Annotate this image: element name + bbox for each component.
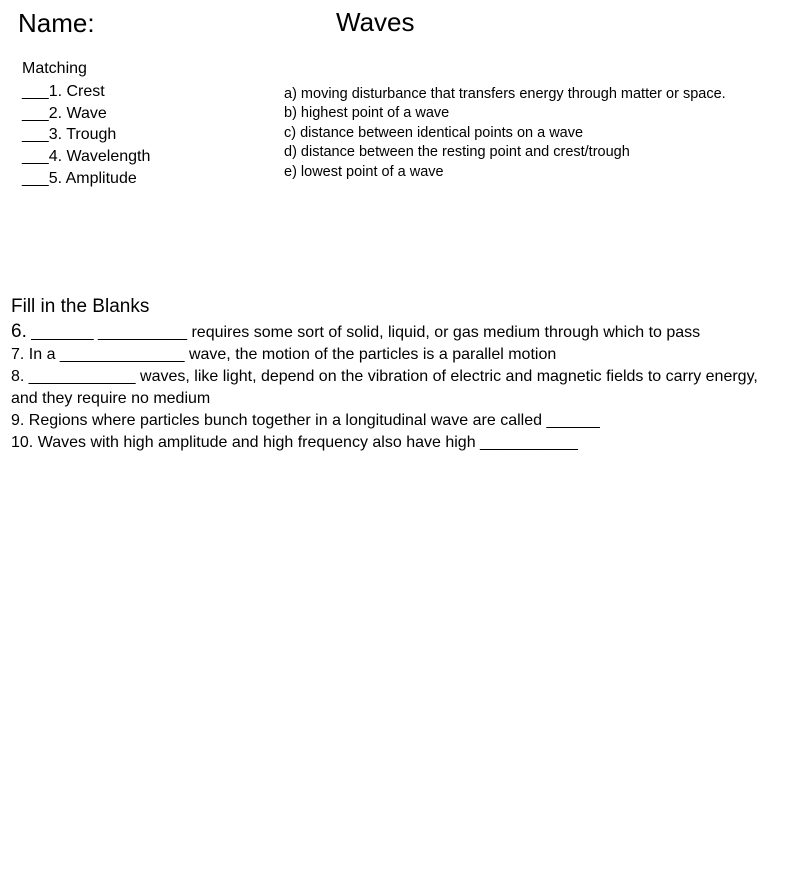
matching-term: ___5. Amplitude	[22, 169, 137, 187]
matching-term: ___2. Wave	[22, 104, 107, 122]
fill-in-question: 7. In a ______________ wave, the motion of the particles is a parallel motion	[11, 346, 557, 363]
matching-term: ___1. Crest	[22, 83, 105, 100]
matching-definition: e) lowest point of a wave	[284, 163, 444, 180]
question-number: 6.	[11, 321, 27, 342]
worksheet-title: Waves	[336, 7, 415, 37]
matching-term: ___3. Trough	[22, 126, 117, 144]
matching-heading: Matching	[22, 60, 87, 77]
matching-definitions-list	[284, 85, 726, 182]
matching-definition: c) distance between identical points on a wave	[284, 124, 584, 141]
question-text: _______ __________ requires some sort of solid, liquid, or gas medium through which to pass	[26, 324, 701, 341]
fill-in-question	[11, 321, 781, 344]
fill-in-question: 10. Waves with high amplitude and high frequency also have high ___________	[11, 434, 578, 451]
matching-definition: b) highest point of a wave	[284, 105, 450, 122]
matching-terms-list	[22, 81, 150, 190]
fill-in-heading: Fill in the Blanks	[11, 296, 150, 317]
matching-definition: a) moving disturbance that transfers energy through matter or space.	[284, 86, 726, 102]
name-label: Name:	[18, 8, 95, 38]
matching-term: ___4. Wavelength	[22, 148, 151, 166]
fill-in-questions-list	[11, 321, 781, 454]
fill-in-question: 8. ____________ waves, like light, depend on the vibration of electric and magnetic fields to carry energy, and they require no medium	[11, 368, 758, 407]
matching-definition: d) distance between the resting point and crest/trough	[284, 144, 630, 161]
fill-in-question: 9. Regions where particles bunch together in a longitudinal wave are called ______	[11, 412, 600, 429]
